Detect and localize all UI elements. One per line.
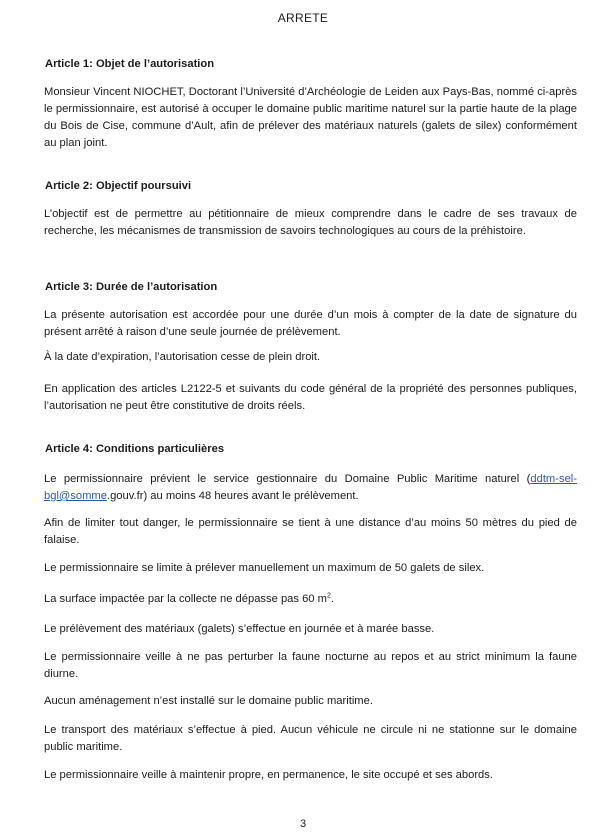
article-4-paragraph-9: Le permissionnaire veille à maintenir propre, en permanence, le site occupé et ses abords. xyxy=(44,769,493,781)
page-number: 3 xyxy=(299,818,307,830)
article-2-text: L’objectif est de permettre au pétitionnaire de mieux comprendre dans le cadre de ses travaux de recherche, les mécanismes de transmission de savoirs technologiques au cours de la préhistoire. xyxy=(44,208,577,237)
article-4-paragraph-4 xyxy=(44,591,577,608)
notice-text-start: Le permissionnaire prévient le service gestionnaire du Domaine Public Maritime naturel ( xyxy=(44,473,531,485)
article-1-heading: Article 1: Objet de l’autorisation xyxy=(45,58,215,70)
article-4-paragraph-1 xyxy=(44,471,577,505)
article-3-paragraph-3: En application des articles L2122-5 et suivants du code général de la propriété des personnes publiques, l’autorisation ne peut être constitutive de droits réels. xyxy=(44,383,577,412)
article-3-paragraph-2: À la date d’expiration, l’autorisation cesse de plein droit. xyxy=(44,351,321,363)
article-4-paragraph-7: Aucun aménagement n’est installé sur le domaine public maritime. xyxy=(44,695,373,707)
article-3-heading: Article 3: Durée de l’autorisation xyxy=(45,281,218,293)
article-4-paragraph-5: Le prélèvement des matériaux (galets) s’effectue en journée et à marée basse. xyxy=(44,623,435,635)
article-4-paragraph-8: Le transport des matériaux s’effectue à pied. Aucun véhicule ne circule ni ne stationne sur le domaine public maritime. xyxy=(44,724,577,753)
article-2-heading: Article 2: Objectif poursuivi xyxy=(45,180,192,192)
article-3-paragraph-1: La présente autorisation est accordée pour une durée d’un mois à compter de la date de signature du présent arrêté à raison d’une seule journée de prélèvement. xyxy=(44,309,577,338)
email-link[interactable]: ddtm-sel-bgl@somme xyxy=(44,473,577,502)
article-1-text: Monsieur Vincent NIOCHET, Doctorant l’Université d’Archéologie de Leiden aux Pays-Bas, nommé ci-après le permissionnaire, est autorisé à occuper le domaine public maritime naturel sur la partie haute de la plage du Bois de Cise, commune d’Ault, afin de prélever des matériaux naturels (galets de silex) conformément au plan joint. xyxy=(44,86,577,149)
document-title: ARRETE xyxy=(277,11,329,25)
squared-superscript: 2 xyxy=(326,592,331,600)
surface-text-end: . xyxy=(330,593,334,605)
article-4-paragraph-6: Le permissionnaire veille à ne pas perturber la faune nocturne au repos et au strict minimum la faune diurne. xyxy=(44,651,577,680)
article-4-paragraph-2: Afin de limiter tout danger, le permissionnaire se tient à une distance d’au moins 50 mètres du pied de falaise. xyxy=(44,517,577,546)
article-4-heading: Article 4: Conditions particulières xyxy=(45,443,225,455)
notice-text-end: .gouv.fr) au moins 48 heures avant le prélèvement. xyxy=(106,490,359,502)
article-4-paragraph-3: Le permissionnaire se limite à prélever manuellement un maximum de 50 galets de silex. xyxy=(44,562,485,574)
surface-text: La surface impactée par la collecte ne dépasse pas 60 m xyxy=(44,593,327,605)
